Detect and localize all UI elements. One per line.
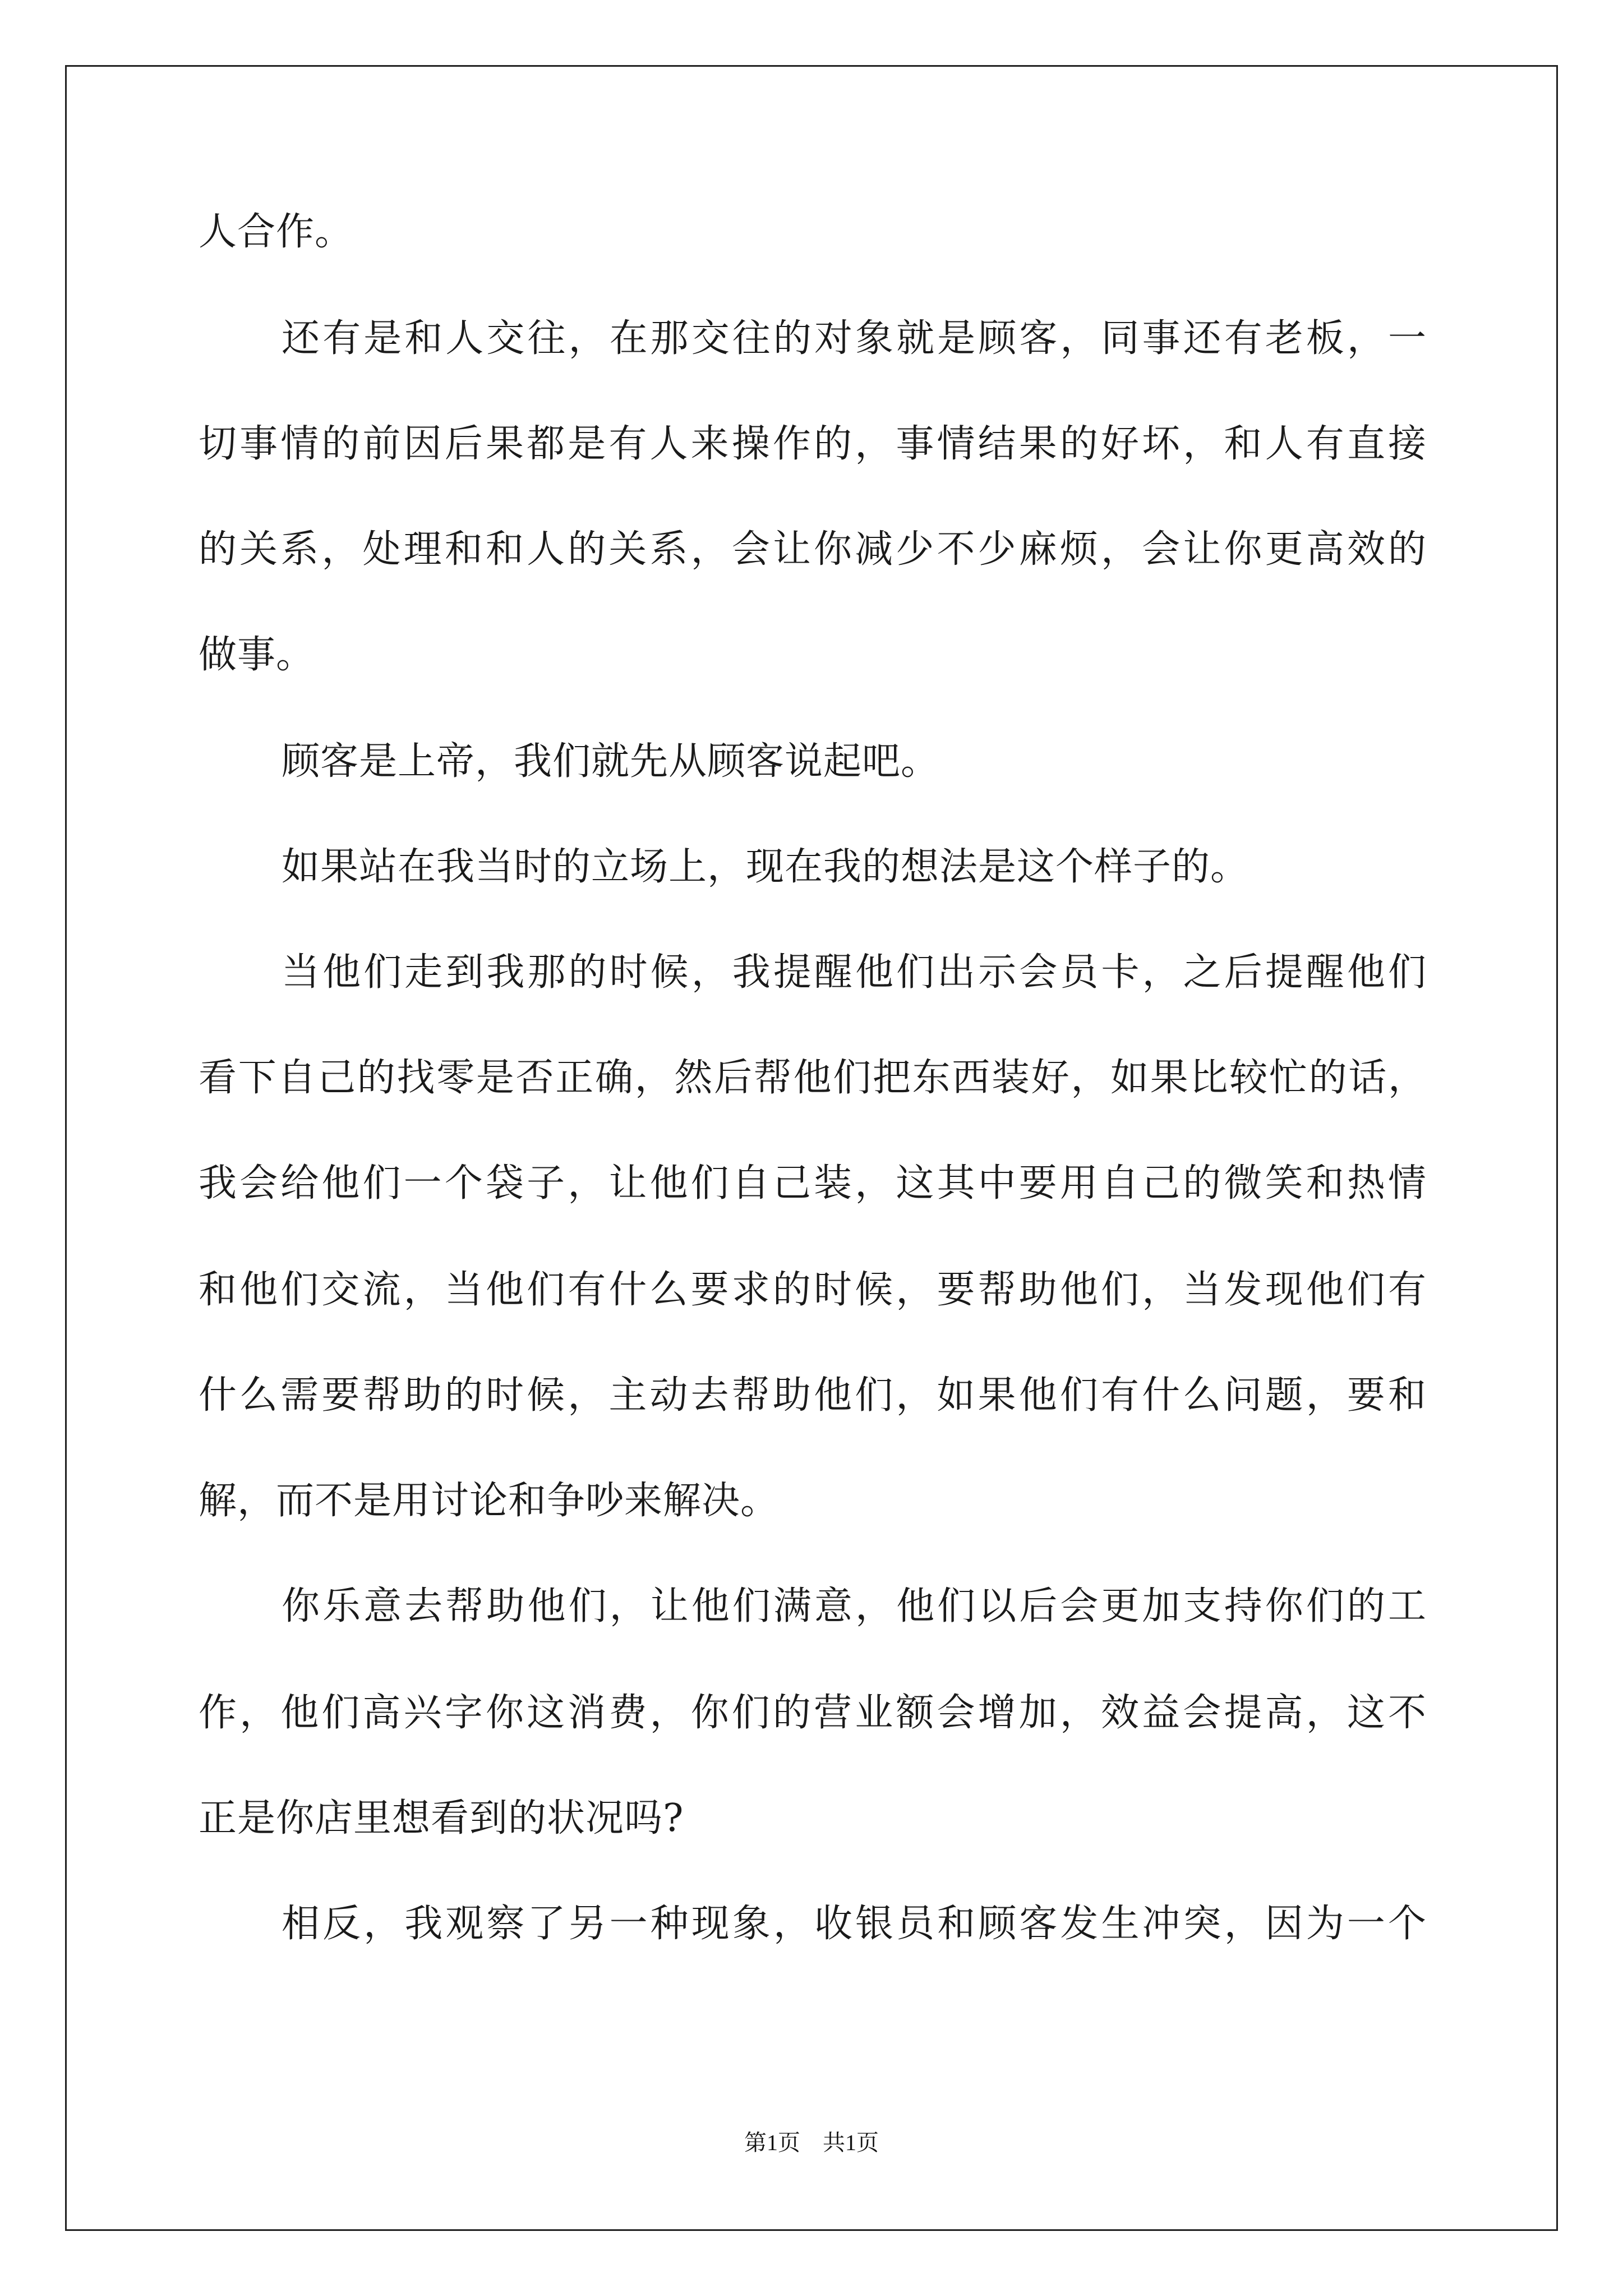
text-line-14: 你乐意去帮助他们，让他们满意，他们以后会更加支持你们的工	[282, 1584, 1427, 1628]
page-number-footer: 第1页 共1页	[744, 2130, 879, 2155]
text-line-5: 做事。	[199, 633, 315, 677]
text-line-15: 作，他们高兴字你这消费，你们的营业额会增加，效益会提高，这不	[199, 1691, 1427, 1735]
text-line-12: 什么需要帮助的时候，主动去帮助他们，如果他们有什么问题，要和	[199, 1373, 1427, 1418]
text-line-6: 顾客是上帝，我们就先从顾客说起吧。	[282, 739, 940, 784]
text-line-17: 相反，我观察了另一种现象，收银员和顾客发生冲突，因为一个	[282, 1902, 1427, 1946]
text-line-13: 解，而不是用讨论和争吵来解决。	[199, 1479, 780, 1523]
text-line-7: 如果站在我当时的立场上，现在我的想法是这个样子的。	[282, 845, 1249, 889]
text-line-9: 看下自己的找零是否正确，然后帮他们把东西装好，如果比较忙的话，	[199, 1056, 1427, 1100]
text-line-2: 还有是和人交往，在那交往的对象就是顾客，同事还有老板，一	[282, 316, 1427, 361]
text-line-4: 的关系，处理和和人的关系，会让你减少不少麻烦，会让你更高效的	[199, 527, 1427, 572]
text-line-8: 当他们走到我那的时候，我提醒他们出示会员卡，之后提醒他们	[282, 950, 1427, 995]
text-line-3: 切事情的前因后果都是有人来操作的，事情结果的好坏，和人有直接	[199, 422, 1427, 466]
text-line-11: 和他们交流，当他们有什么要求的时候，要帮助他们，当发现他们有	[199, 1268, 1427, 1312]
text-line-10: 我会给他们一个袋子，让他们自己装，这其中要用自己的微笑和热情	[199, 1161, 1427, 1205]
text-line-1: 人合作。	[199, 210, 354, 254]
text-line-16: 正是你店里想看到的状况吗?	[199, 1796, 684, 1841]
